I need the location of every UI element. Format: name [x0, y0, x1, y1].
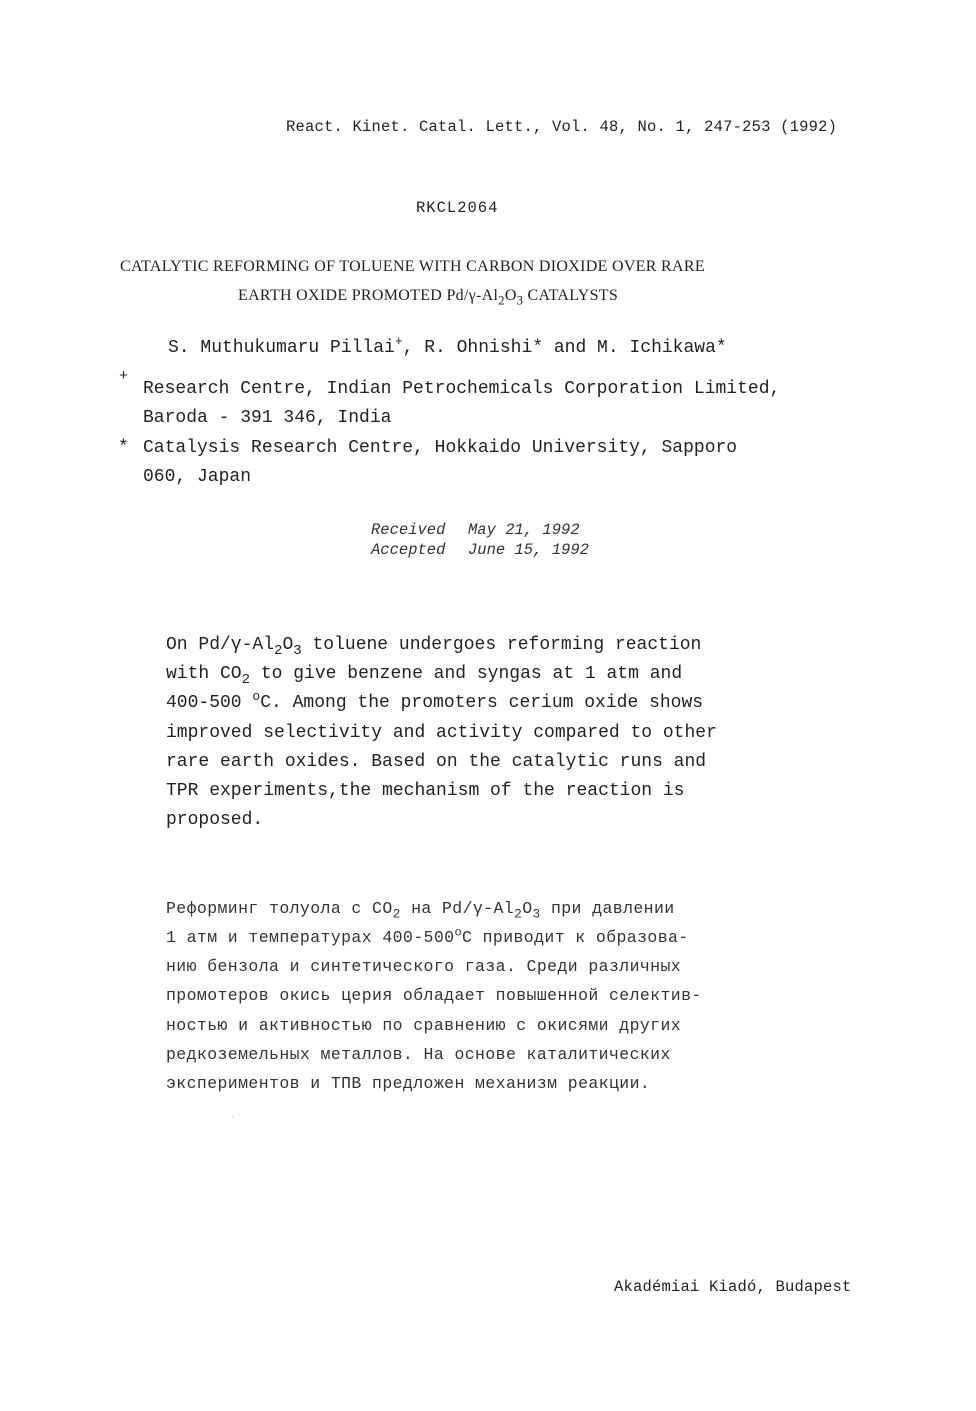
affiliation-2-line-2: 060, Japan: [143, 467, 252, 487]
other-authors: , R. Ohnishi* and M. Ichikawa*: [402, 338, 727, 358]
affiliation-1-line-2: Baroda - 391 346, India: [143, 408, 392, 428]
title-line-1: CATALYTIC REFORMING OF TOLUENE WITH CARBON DIOXIDE OVER RARE: [120, 258, 705, 275]
affiliation-2-mark: *: [118, 438, 129, 458]
russian-text: O: [522, 899, 533, 918]
subscript: 3: [293, 642, 302, 659]
title-text: EARTH OXIDE PROMOTED Pd/γ-Al: [238, 287, 499, 304]
abstract-text: with CO: [166, 664, 242, 684]
russian-abstract-line: ностью и активностью по сравнению с окисями других: [166, 1016, 682, 1035]
scan-speck: [232, 1116, 233, 1117]
author-list: [168, 333, 727, 358]
title-text: O: [504, 287, 517, 304]
abstract-text: C. Among the promoters cerium oxide shows: [260, 693, 704, 713]
abstract-text: to give benzene and syngas at 1 atm and: [250, 664, 683, 684]
subscript: 2: [514, 906, 523, 922]
subscript: 2: [392, 906, 401, 922]
publisher-line: Akadémiai Kiadó, Budapest: [614, 1278, 852, 1296]
abstract-text: toluene undergoes reforming reaction: [301, 635, 702, 655]
russian-abstract-line: [166, 899, 675, 922]
russian-abstract-line: экспериментов и ТПВ предложен механизм реакции.: [166, 1074, 651, 1093]
abstract-line: [166, 688, 704, 713]
affiliation-mark: +: [394, 333, 403, 349]
abstract-line: TPR experiments,the mechanism of the reaction is: [166, 781, 685, 801]
accepted-date: June 15, 1992: [468, 541, 589, 559]
article-code: RKCL2064: [416, 199, 499, 217]
abstract-line: [166, 635, 702, 659]
subscript: 2: [241, 671, 251, 688]
accepted-label: Accepted: [371, 541, 446, 559]
russian-abstract-line: нию бензола и синтетического газа. Среди различных: [166, 957, 682, 976]
abstract-line: rare earth oxides. Based on the catalytic runs and: [166, 752, 707, 772]
subscript: 3: [516, 293, 524, 308]
subscript: 3: [532, 906, 541, 922]
russian-abstract-line: редкоземельных металлов. На основе каталитических: [166, 1045, 671, 1064]
russian-text: на Pd/γ-Al: [400, 899, 515, 918]
author-1: S. Muthukumaru Pillai: [168, 338, 395, 358]
subscript: 2: [498, 293, 505, 308]
affiliation-1-line-1: Research Centre, Indian Petrochemicals Corporation Limited,: [143, 379, 781, 399]
superscript: o: [252, 688, 261, 704]
russian-abstract-line: [166, 925, 689, 947]
abstract-text: 400-500: [166, 693, 253, 713]
superscript: o: [454, 925, 462, 940]
abstract-line: improved selectivity and activity compared to other: [166, 723, 717, 743]
subscript: 2: [274, 642, 283, 659]
abstract-line: proposed.: [166, 810, 264, 830]
abstract-line: [166, 664, 683, 688]
abstract-text: On Pd/γ-Al: [166, 635, 275, 655]
russian-abstract-line: промотеров окись церия обладает повышенной селектив-: [166, 986, 702, 1005]
received-label: Received: [371, 521, 446, 539]
russian-text: C приводит к образова-: [461, 928, 689, 947]
title-line-2: [238, 287, 619, 308]
journal-citation: React. Kinet. Catal. Lett., Vol. 48, No. 1, 247-253 (1992): [286, 118, 838, 136]
affiliation-1-mark: +: [119, 368, 129, 385]
abstract-text: O: [282, 635, 294, 655]
russian-text: 1 атм и температурах 400-500: [166, 928, 455, 947]
received-date: May 21, 1992: [468, 521, 580, 539]
title-text: CATALYSTS: [523, 287, 619, 304]
affiliation-2-line-1: Catalysis Research Centre, Hokkaido University, Sapporo: [143, 438, 738, 458]
russian-text: Реформинг толуола с CO: [166, 899, 393, 918]
russian-text: при давлении: [540, 899, 675, 918]
